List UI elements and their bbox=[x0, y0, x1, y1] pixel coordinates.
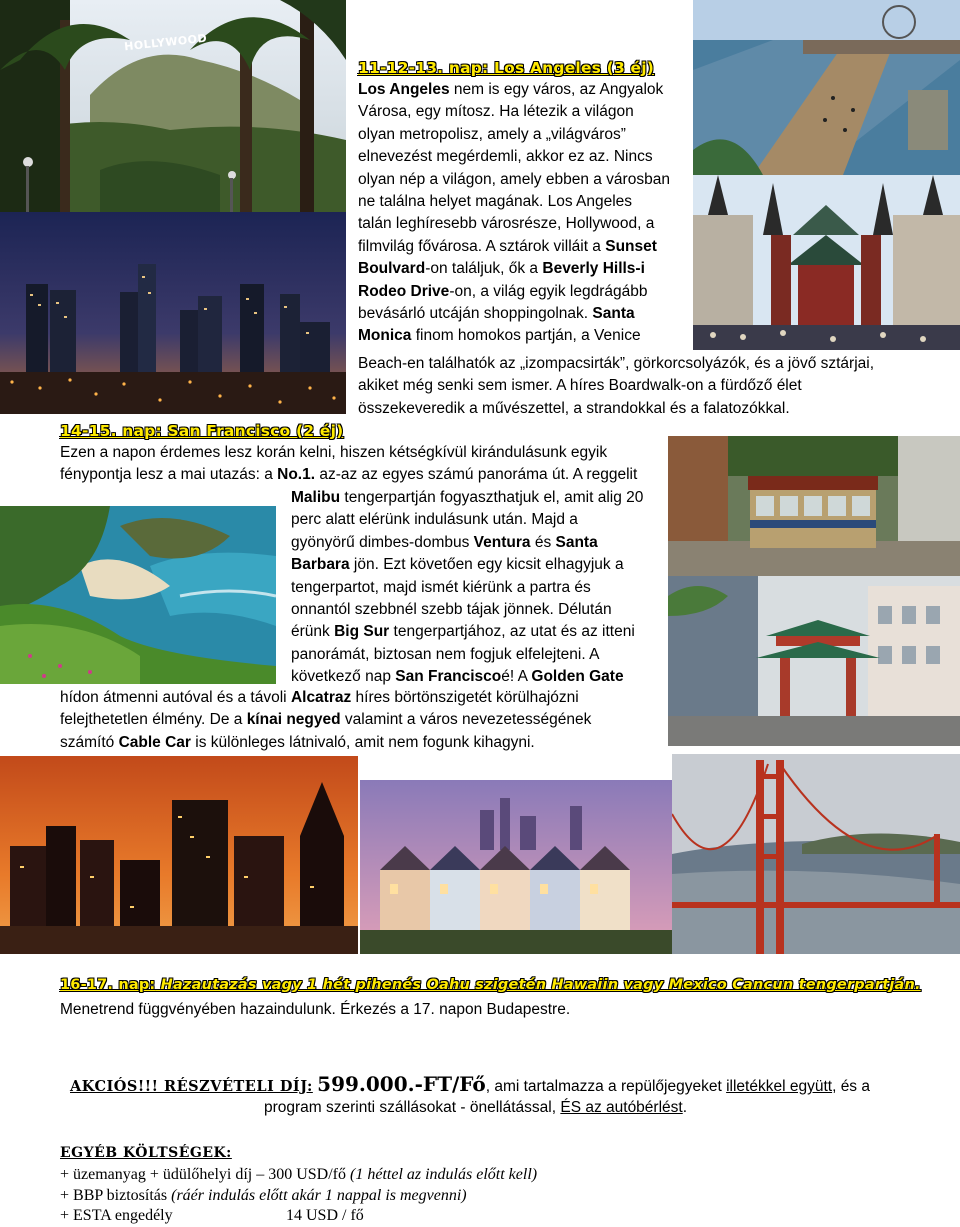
la-line-2: Városa, egy mítosz. Ha létezik a világon bbox=[358, 103, 634, 121]
la-line-6: ne találna helyet magának. Los Angeles bbox=[358, 193, 633, 211]
sf-line-12: hídon átmenni autóval és a távoli Alcatraz híres börtönszigetét körülhajózni bbox=[60, 689, 579, 706]
sf-paragraph-mid bbox=[291, 487, 654, 689]
chinese-theatre-photo bbox=[693, 175, 960, 350]
price-line-2-text: program szerinti szállásokat - önellátással, bbox=[264, 1099, 561, 1116]
la-line-13: Beach-en találhatók az „izompacsirták”, görkorcsolyázók, és a jövő sztárjai, bbox=[358, 355, 875, 372]
la-line-15: összekeveredik a művészettel, a strandokkal és a falatozókkal. bbox=[358, 399, 790, 417]
sf-line-13: felejthetetlen élmény. De a kínai negyed valamint a város nevezetességének bbox=[60, 711, 592, 729]
sf-line-6: Barbara jön. Ezt követően egy kicsit elhagyjuk a bbox=[291, 556, 624, 574]
sf-sunset-skyline-photo bbox=[0, 756, 358, 954]
sf-line-7: tengerpartot, majd ismét kiérünk a partra és bbox=[291, 578, 591, 596]
home-heading bbox=[60, 977, 921, 993]
sf-line-1: Ezen a napon érdemes lesz korán kelni, hiszen kétségkívül kirándulásunk egyik bbox=[60, 444, 608, 461]
sf-line-10: panorámát, biztosan nem fogjuk elfelejteni. A bbox=[291, 645, 600, 663]
cost-item-fuel: + üzemanyag + üdülőhelyi díj – 300 USD/fő (1 héttel az indulás előtt kell) bbox=[60, 1166, 538, 1183]
la-night-skyline-photo bbox=[0, 212, 346, 414]
la-line-9: Boulvard-on találjuk, ők a Beverly Hills-i bbox=[358, 260, 645, 278]
la-line-1: Los Angeles nem is egy város, az Angyalok bbox=[358, 81, 664, 98]
la-line-7: talán leghíresebb városrésze, Hollywood, a bbox=[358, 215, 655, 233]
home-text: Menetrend függvényében hazaindulunk. Érkezés a 17. napon Budapestre. bbox=[60, 1001, 571, 1018]
la-line-4: elnevezést megérdemli, akkor ez az. Nincs bbox=[358, 148, 653, 166]
sf-line-4: perc alatt elérünk indulásunk után. Majd a bbox=[291, 511, 578, 529]
la-heading: 11-12-13. nap: Los Angeles (3 éj) bbox=[358, 59, 655, 77]
price-line-1 bbox=[70, 1072, 870, 1096]
chinatown-gate-photo bbox=[668, 576, 960, 746]
price-label: AKCIÓS!!! RÉSZVÉTELI DÍJ: bbox=[70, 1078, 313, 1095]
sf-heading: 14-15. nap: San Francisco (2 éj) bbox=[60, 422, 344, 440]
sf-line-5: gyönyörű dimbes-dombus Ventura és Santa bbox=[291, 533, 598, 551]
la-line-3: olyan metropolisz, amely a „világváros” bbox=[358, 125, 626, 143]
la-line-14: akiket még senki sem ismer. A híres Boardwalk-on a fürdőző élet bbox=[358, 377, 802, 395]
price-link-car-rental[interactable]: ÉS az autóbérlést bbox=[560, 1099, 683, 1116]
sf-line-14: számító Cable Car is különleges látnivaló, amit nem fogunk kihagyni. bbox=[60, 733, 535, 751]
sf-line-2: fénypontja lesz a mai utazás: a No.1. az-az az egyes számú panoráma út. A reggelit bbox=[60, 466, 638, 484]
hollywood-photo bbox=[0, 0, 346, 212]
la-line-8: filmvilág fővárosa. A sztárok villáit a Sunset bbox=[358, 237, 657, 255]
hollywood-sign: HOLLYWOOD bbox=[123, 31, 208, 54]
sf-line-11: következő nap San Franciscoé! A Golden Gate bbox=[291, 668, 624, 686]
la-line-11: bevásárló utcáján shoppingolnak. Santa bbox=[358, 305, 635, 323]
la-line-10: Rodeo Drive-on, a világ egyik legdrágább bbox=[358, 282, 648, 300]
price-line-2-end: . bbox=[682, 1099, 688, 1116]
price-amount: 599.000.-FT/Fő bbox=[317, 1072, 486, 1096]
golden-gate-photo bbox=[672, 754, 960, 954]
price-line-2 bbox=[264, 1099, 687, 1117]
price-link-fees[interactable]: illetékkel együtt bbox=[726, 1078, 833, 1095]
costs-list bbox=[60, 1165, 537, 1227]
cost-item-esta: + ESTA engedély 14 USD / fő bbox=[60, 1207, 364, 1224]
la-paragraph-wide bbox=[358, 353, 903, 420]
sf-line-3: Malibu tengerpartján fogyaszthatjuk el, amit alig 20 bbox=[291, 489, 644, 506]
sf-paragraph-top bbox=[60, 442, 654, 487]
costs-heading: EGYÉB KÖLTSÉGEK: bbox=[60, 1145, 232, 1161]
price-text-1: , ami tartalmazza a repülőjegyeket bbox=[485, 1078, 727, 1095]
home-heading-label: 16-17. nap: bbox=[60, 977, 156, 993]
sf-line-9: érünk Big Sur tengerpartjához, az utat és az itteni bbox=[291, 623, 635, 641]
santa-monica-pier-photo bbox=[693, 0, 960, 175]
sf-line-8: onnantól szebbnél szebb tájak jönnek. Délután bbox=[291, 601, 612, 619]
big-sur-coast-photo bbox=[0, 506, 276, 684]
la-line-5: olyan nép a világon, amely ebben a városban bbox=[358, 170, 670, 188]
cable-car-photo bbox=[668, 436, 960, 576]
sf-paragraph-bottom bbox=[60, 687, 654, 754]
painted-ladies-photo bbox=[360, 780, 672, 954]
la-line-12: Monica finom homokos partján, a Venice bbox=[358, 327, 641, 345]
la-paragraph bbox=[358, 79, 680, 348]
price-text-2: , és a bbox=[832, 1078, 870, 1095]
cost-item-insurance: + BBP biztosítás (ráér indulás előtt akár 1 nappal is megvenni) bbox=[60, 1186, 467, 1204]
home-heading-rest: Hazautazás vagy 1 hét pihenés Oahu szigetén Hawaiin vagy Mexico Cancun tengerpartján. bbox=[155, 977, 921, 993]
